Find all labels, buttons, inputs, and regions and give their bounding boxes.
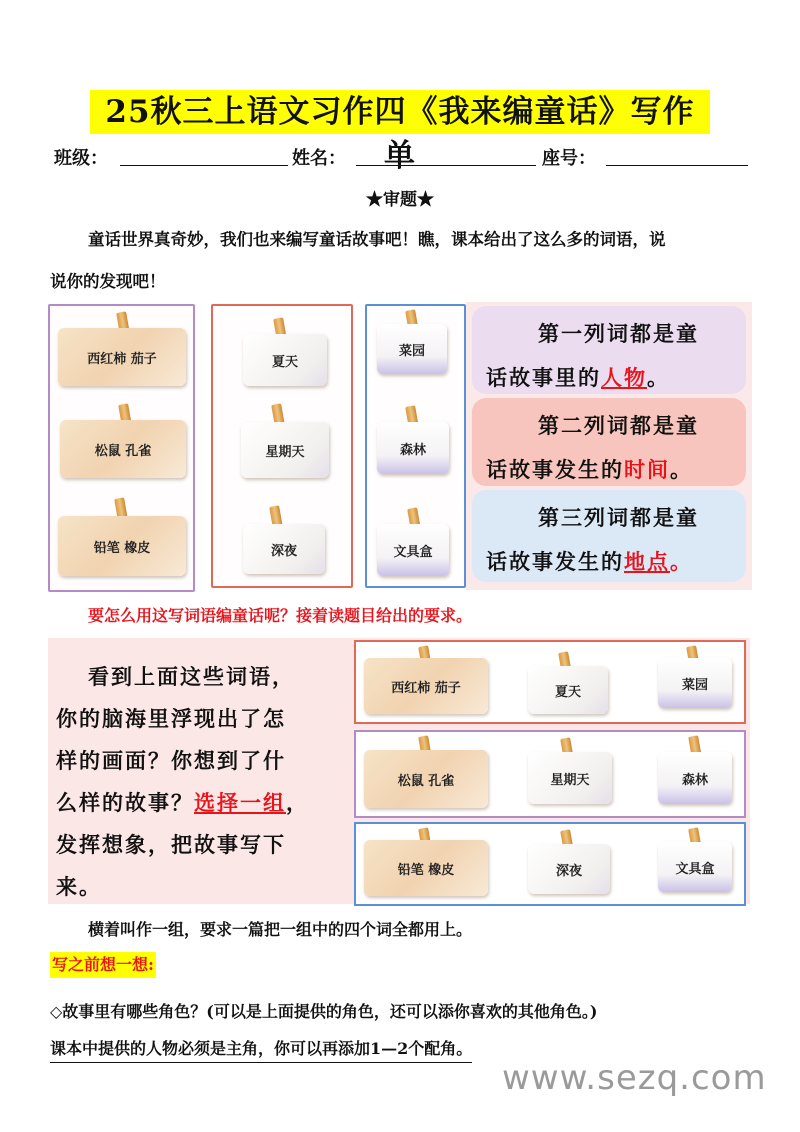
word-card: 铅笔 橡皮 (58, 516, 186, 576)
group-row-2 (354, 730, 746, 818)
word-card: 夏天 (243, 334, 327, 386)
word-card: 菜园 (377, 324, 447, 374)
class-label: 班级： (54, 148, 108, 169)
times-column (211, 304, 353, 588)
requirement-panel (48, 638, 750, 904)
word-card: 菜园 (658, 658, 732, 708)
class-field[interactable] (120, 165, 288, 166)
word-card: 深夜 (528, 844, 610, 894)
name-label: 姓名： (292, 148, 346, 169)
seat-label: 座号： (542, 148, 596, 169)
characters-column (48, 304, 195, 592)
finding-time: 第二列词都是童 话故事发生的时间。 (472, 398, 746, 486)
requirement-line-1: 看到上面这些词语， (88, 664, 295, 689)
word-card: 铅笔 橡皮 (364, 840, 488, 896)
word-card: 松鼠 孔雀 (364, 750, 488, 808)
places-column (365, 304, 466, 588)
info-fields (54, 144, 774, 172)
requirement-line-4: 么样的故事？选择一组， (56, 790, 309, 815)
finding-characters: 第一列词都是童 话故事里的人物。 (472, 306, 746, 394)
red-prompt: 要怎么用这写词语编童话呢？接着读题目给出的要求。 (88, 606, 473, 625)
seat-field[interactable] (606, 165, 748, 166)
requirement-line-2: 你的脑海里浮现出了怎 (56, 706, 286, 731)
intro-line-2: 说你的发现吧！ (50, 272, 166, 291)
group-row-1 (354, 640, 746, 724)
word-card: 森林 (658, 752, 732, 804)
word-card: 星期天 (528, 752, 612, 804)
word-card: 松鼠 孔雀 (60, 420, 186, 478)
think-label: 写之前想一想: (50, 952, 156, 978)
requirement-line-6: 来。 (56, 874, 102, 899)
requirement-line-3: 样的画面？你想到了什 (56, 748, 286, 773)
word-card: 西红柿 茄子 (58, 328, 186, 386)
group-note: 横着叫作一组，要求一篇把一组中的四个词全都用上。 (88, 920, 473, 939)
word-card: 夏天 (528, 666, 608, 714)
word-card: 文具盒 (658, 842, 732, 892)
name-field[interactable] (356, 165, 536, 166)
finding-place: 第三列词都是童 话故事发生的地点。 (472, 490, 746, 582)
word-card: 深夜 (243, 524, 325, 574)
word-card: 森林 (377, 422, 449, 474)
answer-line: 课本中提供的人物必须是主角，你可以再添加1—2个配角。 (50, 1036, 472, 1063)
word-card: 星期天 (241, 422, 329, 478)
page-title: 25秋三上语文习作四《我来编童话》写作单 (90, 90, 710, 134)
section-title: ★审题★ (366, 190, 434, 210)
findings-panel (466, 302, 752, 590)
requirement-line-5: 发挥想象，把故事写下 (56, 832, 286, 857)
watermark: www.sezq.com (502, 1058, 767, 1098)
word-card: 文具盒 (377, 524, 449, 576)
question-characters: ◇故事里有哪些角色？(可以是上面提供的角色，还可以添你喜欢的其他角色。) (50, 1002, 598, 1021)
intro-line-1: 童话世界真奇妙，我们也来编写童话故事吧！瞧，课本给出了这么多的词语，说 (88, 230, 666, 249)
group-row-3 (354, 822, 746, 906)
word-card: 西红柿 茄子 (364, 658, 488, 714)
